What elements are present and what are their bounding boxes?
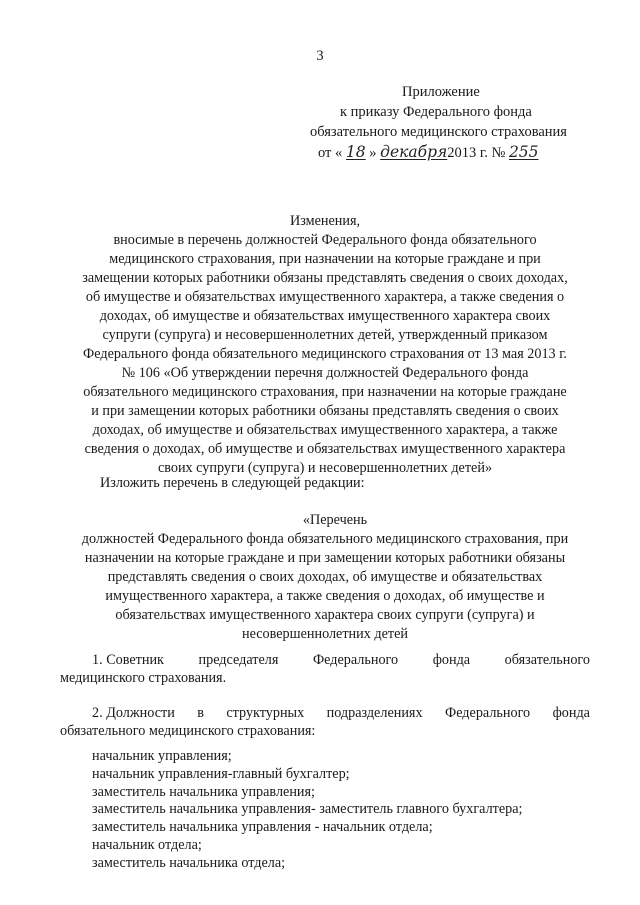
list-title-line: представлять сведения о своих доходах, об имуществе и обязательствах (107, 569, 543, 585)
position-item: заместитель начальника управления- заместитель главного бухгалтера; (92, 801, 523, 818)
item1-continuation: медицинского страхования. (60, 670, 227, 686)
positions-list (92, 748, 523, 873)
item2-first-line (92, 705, 590, 722)
position-item: заместитель начальника отдела; (92, 854, 286, 871)
list-title-line: несовершеннолетних детей (242, 626, 408, 642)
item2-word: в (197, 705, 204, 721)
changes-line: доходах, об имуществе и обязательствах имущественного характера, а также (92, 422, 558, 438)
position-item: начальник отдела; (92, 836, 202, 853)
item1-word: фонда (432, 652, 471, 668)
changes-block (40, 212, 610, 478)
appendix-date-line (310, 142, 610, 163)
order-number-handwritten: 255 (508, 143, 539, 161)
page-number: 3 (316, 48, 324, 64)
date-day-handwritten: 18 (345, 143, 366, 161)
changes-line: замещении которых работники обязаны представлять сведения о своих доходах, (82, 270, 568, 286)
appendix-title: Приложение (402, 84, 480, 100)
changes-line: об имуществе и обязательствах имущественного характера, а также сведения о (85, 289, 565, 305)
item1-word: председателя (198, 652, 279, 668)
list-title-line: назначении на которые граждане и при замещении которых работники обязаны (84, 550, 566, 566)
date-separator: » (369, 145, 377, 161)
item1-word: 1. Советник (92, 652, 164, 668)
position-item: заместитель начальника управления; (92, 783, 315, 800)
item1-word: Федерального (312, 652, 399, 668)
number-label: № (491, 145, 506, 161)
list-title-block (40, 511, 610, 644)
changes-line: супруги (супруга) и несовершеннолетних детей, утвержденный приказом (102, 327, 548, 343)
changes-line: доходах, об имуществе и обязательствах имущественного характера своих (99, 308, 551, 324)
item1-first-line (92, 652, 590, 669)
changes-line: Федерального фонда обязательного медицинского страхования от 13 мая 2013 г. (83, 346, 567, 362)
position-item: начальник управления; (92, 748, 232, 764)
appendix-fund-line: обязательного медицинского страхования (310, 124, 567, 140)
date-month-handwritten: декабря (380, 143, 448, 161)
list-heading: «Перечень (302, 512, 368, 528)
list-title-line: должностей Федерального фонда обязательного медицинского страхования, при (81, 531, 569, 547)
item2-word: 2. Должности (92, 705, 175, 721)
changes-line: обязательного медицинского страхования, при назначении на которые граждане (83, 384, 567, 400)
changes-heading: Изменения, (289, 213, 361, 229)
item2-word: фонда (552, 705, 590, 721)
item2-word: Федерального (444, 705, 531, 721)
date-year: 2013 г. (447, 145, 488, 161)
appendix-header (310, 82, 610, 163)
instruction-text: Изложить перечень в следующей редакции: (100, 475, 365, 491)
position-item: заместитель начальника управления - начальник отдела; (92, 819, 433, 836)
list-title-line: имущественного характера, а также сведения о доходах, об имуществе и (105, 588, 545, 604)
changes-line: вносимые в перечень должностей Федерального фонда обязательного (113, 232, 537, 248)
changes-line: медицинского страхования, при назначении на которые граждане и при (109, 251, 541, 267)
position-item: начальник управления-главный бухгалтер; (92, 765, 350, 782)
item2-word: структурных (226, 705, 305, 721)
changes-line: № 106 «Об утверждении перечня должностей Федерального фонда (121, 365, 529, 381)
list-title-line: обязательствах имущественного характера своих супруги (супруга) и (115, 607, 535, 623)
appendix-order-line: к приказу Федерального фонда (340, 104, 532, 120)
changes-line: и при замещении которых работники обязаны представлять сведения о своих (91, 403, 559, 419)
changes-line: сведения о доходах, об имуществе и обязательствах имущественного характера (84, 441, 566, 457)
date-prefix: от « (318, 145, 343, 161)
item1-word: обязательного (504, 652, 590, 668)
item2-continuation: обязательного медицинского страхования: (60, 723, 316, 739)
changes-line: своих супруги (супруга) и несовершеннолетних детей» (157, 460, 493, 476)
item2-word: подразделениях (326, 705, 423, 721)
